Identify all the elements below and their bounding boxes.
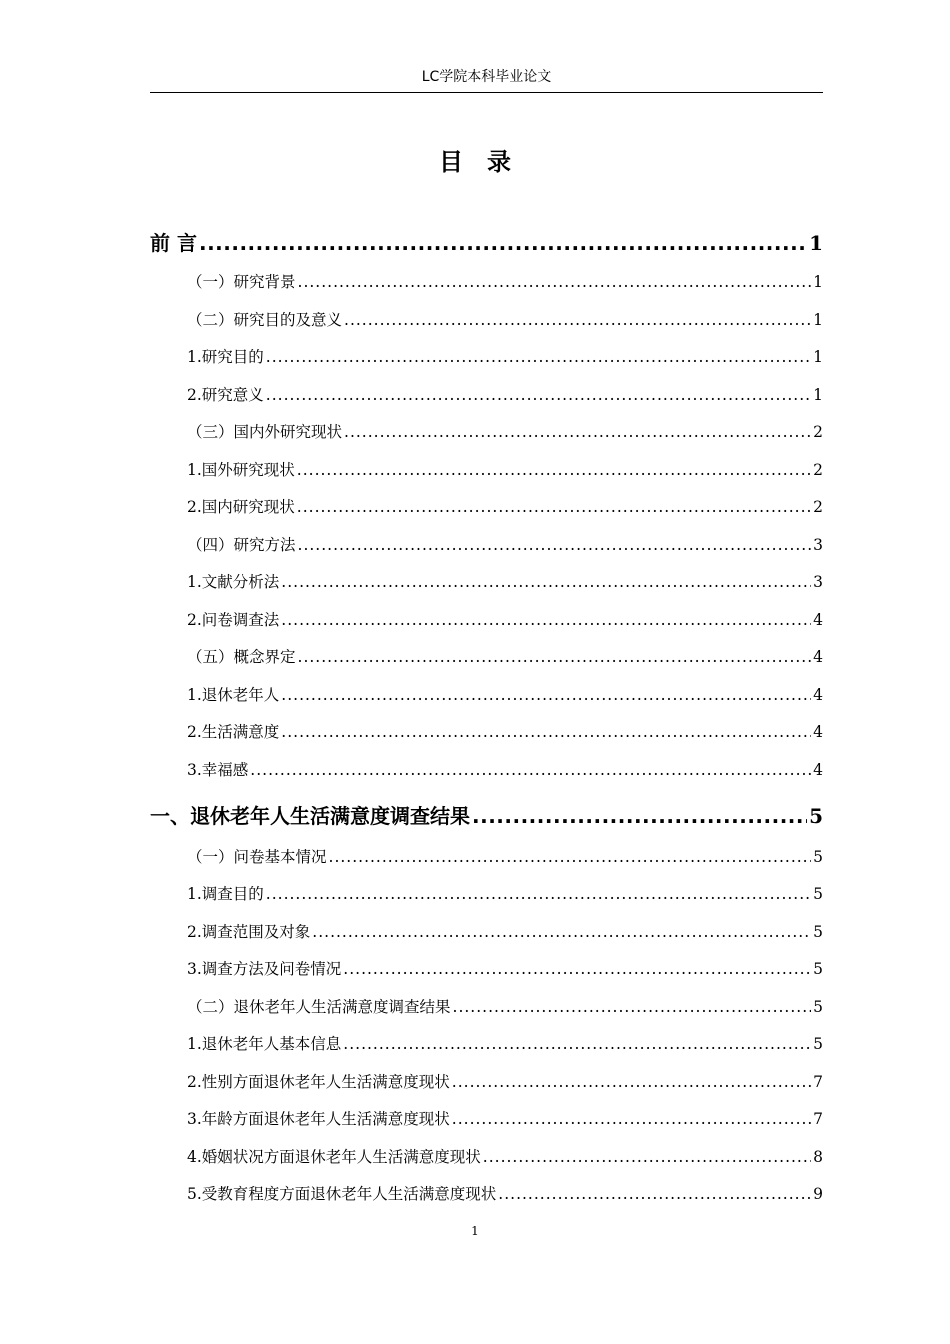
toc-section-entry[interactable] [187, 1032, 823, 1054]
toc-section-entry[interactable] [187, 533, 823, 555]
toc-entry-page: 5 [813, 998, 823, 1016]
toc-section-entry[interactable] [187, 845, 823, 867]
toc-entry-page: 4 [813, 723, 823, 741]
toc-entry-page: 4 [813, 648, 823, 666]
toc-dot-leader [266, 885, 811, 903]
toc-entry-page: 1 [813, 386, 823, 404]
toc-entry-label: 2.生活满意度 [187, 723, 280, 741]
toc-dot-leader [344, 311, 811, 329]
toc-entry-page: 4 [813, 686, 823, 704]
toc-dot-leader [452, 1073, 811, 1091]
toc-dot-leader [298, 536, 812, 554]
toc-entry-label: 1.文献分析法 [187, 573, 280, 591]
toc-entry-page: 3 [813, 536, 823, 554]
toc-section-entry[interactable] [187, 957, 823, 979]
toc-section-entry[interactable] [187, 882, 823, 904]
toc-dot-leader [199, 231, 807, 255]
toc-entry-page: 5 [813, 848, 823, 866]
toc-chapter-entry[interactable] [150, 227, 823, 256]
toc-section-entry[interactable] [187, 645, 823, 667]
toc-entry-label: 4.婚姻状况方面退休老年人生活满意度现状 [187, 1148, 481, 1166]
toc-section-entry[interactable] [187, 495, 823, 517]
toc-dot-leader [281, 611, 811, 629]
toc-dot-leader [266, 348, 811, 366]
toc-section-entry[interactable] [187, 1107, 823, 1129]
toc-entry-label: （五）概念界定 [187, 648, 296, 666]
toc-section-entry[interactable] [187, 720, 823, 742]
toc-dot-leader [281, 723, 811, 741]
toc-entry-page: 2 [813, 423, 823, 441]
toc-section-entry[interactable] [187, 995, 823, 1017]
toc-chapter-entry[interactable] [150, 800, 823, 829]
toc-dot-leader [453, 998, 812, 1016]
toc-entry-label: 一、退休老年人生活满意度调查结果 [150, 804, 470, 828]
toc-section-entry[interactable] [187, 608, 823, 630]
toc-dot-leader [472, 804, 807, 828]
toc-section-entry[interactable] [187, 458, 823, 480]
toc-entry-page: 1 [809, 231, 823, 255]
toc-entry-label: 5.受教育程度方面退休老年人生活满意度现状 [187, 1185, 497, 1203]
toc-entry-label: （三）国内外研究现状 [187, 423, 343, 441]
toc-dot-leader [281, 686, 811, 704]
toc-entry-label: 3.年龄方面退休老年人生活满意度现状 [187, 1110, 450, 1128]
toc-entry-label: 1.调查目的 [187, 885, 264, 903]
toc-section-entry[interactable] [187, 758, 823, 780]
toc-dot-leader [344, 423, 811, 441]
toc-section-entry[interactable] [187, 308, 823, 330]
toc-section-entry[interactable] [187, 570, 823, 592]
toc-entry-page: 5 [813, 923, 823, 941]
toc-entry-label: 1.研究目的 [187, 348, 264, 366]
toc-dot-leader [281, 573, 811, 591]
toc-entry-label: 3.幸福感 [187, 761, 249, 779]
toc-entry-label: 2.问卷调查法 [187, 611, 280, 629]
toc-dot-leader [498, 1185, 811, 1203]
toc-entry-page: 5 [813, 1035, 823, 1053]
toc-entry-page: 4 [813, 761, 823, 779]
toc-dot-leader [297, 461, 811, 479]
toc-dot-leader [452, 1110, 811, 1128]
toc-entry-label: 1.退休老年人基本信息 [187, 1035, 342, 1053]
toc-entry-page: 2 [813, 498, 823, 516]
toc-entry-label: 2.研究意义 [187, 386, 264, 404]
toc-section-entry[interactable] [187, 383, 823, 405]
toc-entry-label: （二）研究目的及意义 [187, 311, 343, 329]
toc-entry-page: 8 [813, 1148, 823, 1166]
toc-entry-label: （四）研究方法 [187, 536, 296, 554]
toc-section-entry[interactable] [187, 420, 823, 442]
toc-entry-label: 2.调查范围及对象 [187, 923, 311, 941]
toc-entry-page: 5 [809, 804, 823, 828]
toc-entry-page: 7 [813, 1110, 823, 1128]
toc-dot-leader [343, 1035, 811, 1053]
toc-entry-label: 1.国外研究现状 [187, 461, 295, 479]
toc-section-entry[interactable] [187, 270, 823, 292]
toc-entry-label: 3.调查方法及问卷情况 [187, 960, 342, 978]
toc-entry-label: （一）问卷基本情况 [187, 848, 327, 866]
toc-entry-label: 1.退休老年人 [187, 686, 280, 704]
page-number: 1 [471, 1224, 479, 1238]
toc-dot-leader [250, 761, 811, 779]
page-title: 目录 [439, 148, 535, 176]
toc-dot-leader [266, 386, 811, 404]
toc-section-entry[interactable] [187, 1182, 823, 1204]
toc-entry-label: 2.国内研究现状 [187, 498, 295, 516]
toc-dot-leader [329, 848, 812, 866]
toc-entry-label: 2.性别方面退休老年人生活满意度现状 [187, 1073, 450, 1091]
toc-entry-page: 5 [813, 960, 823, 978]
toc-entry-page: 5 [813, 885, 823, 903]
toc-entry-page: 3 [813, 573, 823, 591]
toc-dot-leader [343, 960, 811, 978]
page-header: LC学院本科毕业论文 [150, 66, 823, 93]
toc-section-entry[interactable] [187, 920, 823, 942]
toc-entry-page: 4 [813, 611, 823, 629]
toc-section-entry[interactable] [187, 683, 823, 705]
toc-entry-label: 前 言 [150, 231, 197, 255]
toc-entry-page: 1 [813, 348, 823, 366]
toc-section-entry[interactable] [187, 345, 823, 367]
toc-entry-label: （一）研究背景 [187, 273, 296, 291]
toc-entry-page: 9 [813, 1185, 823, 1203]
toc-dot-leader [298, 648, 812, 666]
toc-dot-leader [297, 498, 811, 516]
toc-section-entry[interactable] [187, 1070, 823, 1092]
toc-entry-page: 7 [813, 1073, 823, 1091]
toc-dot-leader [483, 1148, 811, 1166]
toc-section-entry[interactable] [187, 1145, 823, 1167]
toc-entry-label: （二）退休老年人生活满意度调查结果 [187, 998, 451, 1016]
toc-entry-page: 1 [813, 311, 823, 329]
toc-dot-leader [298, 273, 812, 291]
toc-entry-page: 1 [813, 273, 823, 291]
toc-dot-leader [312, 923, 811, 941]
toc-entry-page: 2 [813, 461, 823, 479]
